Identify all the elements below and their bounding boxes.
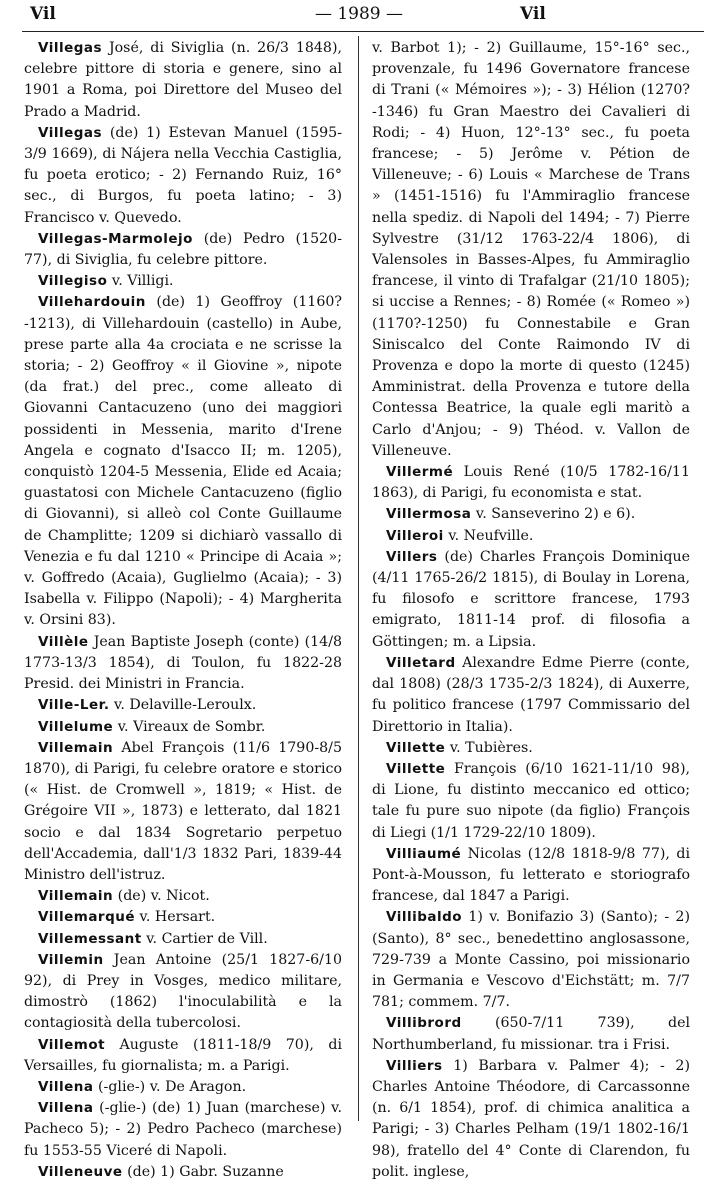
entry-text: (de) 1) Geoffroy (1160?-1213), di Villehardouin (castello) in Aube, prese parte alla 4a crociata e ne scrisse la storia; - 2) Geoffroy « il Giovine », nipote (da frat.) del prec., come alleato di Giovanni Cantacuzeno (uno dei maggiori possidenti in Messenia, marito d'Irene Angela e cognato d'Isacco II; m. 1205), conquistò 1204-5 Messenia, Elide ed Acaia; guastatosi con Michele Cantacuzeno (figlio di Giovanni), si alleò col Conte Guillaume de Champlitte; 1209 si dichiarò vassallo di Venezia e fu dal 1210 « Principe di Acaia »; v. Goffredo (Acaia), Guglielmo (Acaia); - 3) Isabella v. Filippo (Napoli); - 4) Margherita v. Orsini 83). [24, 294, 342, 629]
entry-text: (de) Pedro (1520-77), di Siviglia, fu celebre pittore. [24, 230, 342, 269]
dictionary-entry [24, 738, 342, 886]
dictionary-entry [24, 292, 342, 631]
dictionary-entry [24, 632, 342, 696]
entry-headword: Villemessant [38, 930, 142, 947]
entry-text: v. Neufville. [443, 527, 534, 544]
entry-text: (de) 1) Estevan Manuel (1595-3/9 1669), di Nájera nella Vecchia Castiglia, fu poeta erotico; - 2) Fernando Ruiz, 16° sec., di Burgos, fu poeta latino; - 3) Francisco v. Quevedo. [24, 124, 342, 226]
entry-text: Jean Antoine (25/1 1827-6/10 92), di Prey in Vosges, medico militare, dimostrò (1862) l'inoculabilità e la contagiosità della tubercolosi. [24, 951, 342, 1032]
dictionary-entry [24, 1098, 342, 1162]
entry-headword: Villetard [386, 654, 456, 671]
dictionary-entry [372, 759, 690, 844]
entry-text: Abel François (11/6 1790-8/5 1870), di Parigi, fu celebre oratore e storico (« Hist. de Cromwell », 1819; « Hist. de Grégoire VII », 1873) e letterato, dal 1821 socio e dal 1834 Sogretario perpetuo dell'Accademia, dall'1/3 1832 Pari, 1839-44 Ministro dell'istruz. [24, 739, 342, 883]
dictionary-entry [24, 271, 342, 292]
dictionary-entry [372, 653, 690, 738]
entry-headword: Villibrord [386, 1015, 462, 1032]
entry-headword: Villemarqué [38, 909, 136, 926]
entry-text: v. Sanseverino 2) e 6). [471, 506, 636, 523]
entry-text: (de) v. Nicot. [113, 888, 210, 905]
dictionary-entry [24, 907, 342, 928]
entry-text: 1) Barbara v. Palmer 4); - 2) Charles Antoine Théodore, di Carcassonne (n. 6/1 1854), prof. di chimica analitica a Parigi; - 3) Charles Pelham (19/1 1802-16/1 98), fratello del 4° Conte di Clarendon, fu polit. inglese, [372, 1057, 690, 1180]
entry-text: v. Delaville-Leroulx. [109, 697, 257, 714]
entry-text: Auguste (1811-18/9 70), di Versailles, fu giornalista; m. a Parigi. [24, 1036, 342, 1074]
entry-headword: Villibaldo [386, 909, 463, 926]
dictionary-entry [24, 717, 342, 738]
entry-headword: Villelume [38, 718, 114, 735]
entry-headword: Villeneuve [38, 1163, 123, 1180]
entry-text: (de) Charles François Dominique (4/11 1765-26/2 1815), di Boulay in Lorena, fu filosofo e scrittore francese, 1793 emigrato, 1811-14 prof. di filosofia a Göttingen; m. a Lipsia. [372, 548, 690, 650]
entry-headword: Villermé [386, 464, 454, 481]
entry-headword: Villemain [38, 739, 114, 756]
page-header [0, 0, 718, 26]
dictionary-entry [372, 1056, 690, 1183]
entry-text: Nicolas (12/8 1818-9/8 77), di Pont-à-Mousson, fu letterato e storiografo francese, dal 1847 a Parigi. [372, 845, 690, 905]
header-right-keyword: Vil [520, 4, 546, 24]
dictionary-entry [372, 738, 690, 759]
entry-text: (-glie-) v. De Aragon. [93, 1078, 247, 1095]
dictionary-entry [24, 950, 342, 1035]
entry-text: José, di Siviglia (n. 26/3 1848), celebre pittore di storia e genere, sino al 1901 a Roma, poi Direttore del Museo del Prado a Madrid. [24, 40, 342, 120]
entry-headword: Villette [386, 739, 446, 756]
dictionary-entry [24, 1077, 342, 1098]
dictionary-entry [24, 229, 342, 271]
page-number: — 1989 — [314, 4, 404, 24]
dictionary-entry [24, 38, 342, 123]
entry-headword: Villena [38, 1100, 94, 1117]
entry-headword: Villeroi [386, 527, 444, 544]
dictionary-entry [372, 907, 690, 1013]
dictionary-entry [24, 123, 342, 229]
entry-headword: Villemot [38, 1036, 106, 1053]
dictionary-entry [372, 526, 690, 547]
entry-headword: Villers [386, 548, 438, 565]
entry-headword: Villemain [38, 888, 114, 905]
dictionary-entry [24, 695, 342, 716]
dictionary-entry [372, 1013, 690, 1055]
column-divider [358, 36, 359, 1121]
entry-text: v. Tubières. [445, 739, 533, 756]
dictionary-entry [372, 844, 690, 908]
entry-headword: Villegiso [38, 273, 108, 290]
entry-text: François (6/10 1621-11/10 98), di Lione, fu distinto meccanico ed ottico; tale fu pure suo nipote (da figlio) François di Liegi (1/1 1729-22/10 1809). [372, 760, 690, 841]
dictionary-entry [372, 462, 690, 504]
entry-headword: Villiers [386, 1057, 443, 1074]
entry-headword: Villèle [38, 633, 89, 650]
header-rule [22, 31, 704, 32]
entry-headword: Villermosa [386, 506, 472, 523]
entry-text: 1) v. Bonifazio 3) (Santo); - 2) (Santo), 8° sec., benedettino anglosassone, 729-739 a Monte Cassino, poi missionario in Germania e Vescovo d'Eichstätt; m. 7/7 781; commem. 7/7. [372, 909, 690, 1011]
entry-headword: Villette [386, 760, 446, 777]
entry-text: v. Villigi. [107, 273, 174, 290]
entry-text: (650-7/11 739), del Northumberland, fu missionar. tra i Frisi. [372, 1015, 690, 1053]
entry-headword: Ville-Ler. [38, 697, 110, 714]
entry-text: Jean Baptiste Joseph (conte) (14/8 1773-13/3 1854), di Toulon, fu 1822-28 Presid. dei Ministri in Francia. [24, 633, 342, 693]
entry-text: v. Cartier de Vill. [141, 930, 268, 947]
entry-text: (de) 1) Gabr. Suzanne [122, 1163, 284, 1180]
entry-text: v. Barbot 1); - 2) Guillaume, 15°-16° sec., provenzale, fu 1496 Governatore francese di Trani (« Mémoires »); - 3) Hélion (1270?-1346) fu Gran Maestro dei Cavalieri di Rodi; - 4) Huon, 12°-13° sec., fu poeta francese; - 5) Jerôme v. Pétion de Villeneuve; - 6) Louis « Marchese de Trans » (1451-1516) fu l'Ammiraglio francese nella spediz. di Napoli del 1494; - 7) Pierre Sylvestre (31/12 1763-22/4 1806), di Valensoles in Basses-Alpes, fu Ammiraglio francese, il vinto di Trafalgar (21/10 1805); si uccise a Rennes; - 8) Romée (« Romeo ») (1170?-1250) fu Connestabile e Gran Siniscalco del Conte Raimondo IV di Provenza e dopo la morte di questo (1245) Amministrat. della Provenza e tutore della Contessa Beatrice, la quale egli maritò a Carlo d'Anjou; - 9) Théod. v. Vallon de Villeneuve. [372, 40, 690, 459]
entry-headword: Villegas-Marmolejo [38, 230, 193, 247]
header-left-keyword: Vil [30, 4, 56, 24]
dictionary-entry [372, 547, 690, 653]
dictionary-entry [24, 1035, 342, 1077]
entry-headword: Villehardouin [38, 294, 146, 311]
entry-text: Louis René (10/5 1782-16/11 1863), di Parigi, fu economista e stat. [372, 464, 690, 502]
dictionary-entry [24, 886, 342, 907]
entry-text: v. Vireaux de Sombr. [113, 718, 266, 735]
right-column [372, 38, 690, 1183]
entry-text: (-glie-) (de) 1) Juan (marchese) v. Pacheco 5); - 2) Pedro Pacheco (marchese) fu 1553-55 Viceré di Napoli. [24, 1100, 342, 1159]
dictionary-entry [24, 929, 342, 950]
entry-headword: Villegas [38, 124, 103, 141]
entry-headword: Villiaumé [386, 845, 462, 862]
entry-headword: Villemin [38, 951, 104, 968]
dictionary-entry [24, 1162, 342, 1183]
entry-headword: Villena [38, 1078, 94, 1095]
entry-text: v. Hersart. [135, 909, 216, 926]
dictionary-entry [372, 504, 690, 525]
entry-text: Alexandre Edme Pierre (conte, dal 1808) (28/3 1735-2/3 1824), di Auxerre, fu politico francese (1797 Commissario del Direttorio in Italia). [372, 654, 690, 735]
left-column [24, 38, 342, 1183]
dictionary-entry [372, 38, 690, 462]
entry-headword: Villegas [38, 40, 103, 56]
